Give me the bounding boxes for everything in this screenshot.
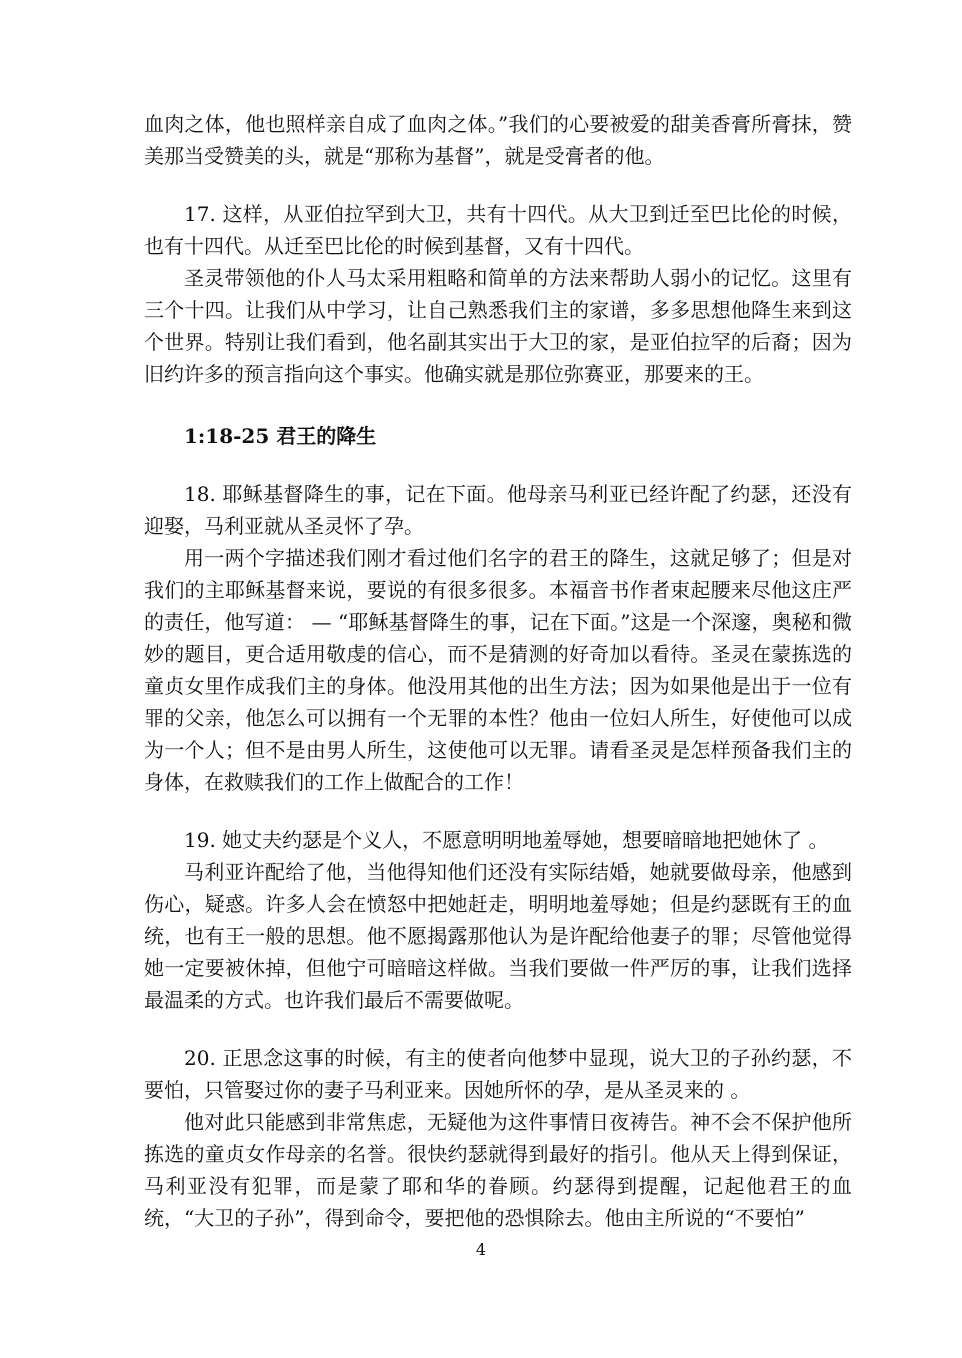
paragraph-verse-20: 20. 正思念这事的时候，有主的使者向他梦中显现，说大卫的子孙约瑟，不要怕，只管娶过你的妻子马利亚来。因她所怀的孕，是从圣灵来的 。 (144, 1046, 852, 1102)
section-heading: 1:18-25 君王的降生 (184, 424, 377, 448)
paragraph-commentary-19: 马利亚许配给了他，当他得知他们还没有实际结婚，她就要做母亲，他感到伤心，疑惑。许多人会在愤怒中把她赶走，明明地羞辱她；但是约瑟既有王的血统，也有王一般的思想。他不愿揭露那他认为是许配给他妻子的罪；尽管他觉得她一定要被休掉，但他宁可暗暗这样做。当我们要做一件严厉的事，让我们选择最温柔的方式。也许我们最后不需要做呢。 (144, 860, 852, 1012)
paragraph-verse-17: 17. 这样，从亚伯拉罕到大卫，共有十四代。从大卫到迁至巴比伦的时候，也有十四代。从迁至巴比伦的时候到基督，又有十四代。 (144, 202, 852, 258)
paragraph-verse-19: 19. 她丈夫约瑟是个义人，不愿意明明地羞辱她，想要暗暗地把她休了 。 (184, 828, 829, 852)
paragraph-continuation: 血肉之体，他也照样亲自成了血肉之体。”我们的心要被爱的甜美香膏所膏抹，赞美那当受赞美的头，就是“那称为基督”，就是受膏者的他。 (144, 112, 852, 168)
paragraph-verse-18: 18. 耶稣基督降生的事，记在下面。他母亲马利亚已经许配了约瑟，还没有迎娶，马利亚就从圣灵怀了孕。 (144, 482, 852, 538)
document-page (144, 108, 852, 1234)
paragraph-commentary-18: 用一两个字描述我们刚才看过他们名字的君王的降生，这就足够了；但是对我们的主耶稣基督来说，要说的有很多很多。本福音书作者束起腰来尽他这庄严的责任，他写道： — “耶稣基督降生的事，记在下面。”这是一个深邃，奥秘和微妙的题目，更合适用敬虔的信心，而不是猜测的好奇加以看待。圣灵在蒙拣选的童贞女里作成我们主的身体。他没用其他的出生方法；因为如果他是出于一位有罪的父亲，他怎么可以拥有一个无罪的本性？他由一位妇人所生，好使他可以成为一个人；但不是由男人所生，这使他可以无罪。请看圣灵是怎样预备我们主的身体，在救赎我们的工作上做配合的工作！ (144, 546, 852, 794)
page-number: 4 (475, 1240, 487, 1259)
paragraph-commentary-17: 圣灵带领他的仆人马太采用粗略和简单的方法来帮助人弱小的记忆。这里有三个十四。让我们从中学习，让自己熟悉我们主的家谱，多多思想他降生来到这个世界。特别让我们看到，他名副其实出于大卫的家，是亚伯拉罕的后裔；因为旧约许多的预言指向这个事实。他确实就是那位弥赛亚，那要来的王。 (144, 266, 852, 386)
paragraph-commentary-20: 他对此只能感到非常焦虑，无疑他为这件事情日夜祷告。神不会不保护他所拣选的童贞女作母亲的名誉。很快约瑟就得到最好的指引。他从天上得到保证，马利亚没有犯罪，而是蒙了耶和华的眷顾。约瑟得到提醒，记起他君王的血统，“大卫的子孙”，得到命令，要把他的恐惧除去。他由主所说的“不要怕” (144, 1110, 852, 1230)
